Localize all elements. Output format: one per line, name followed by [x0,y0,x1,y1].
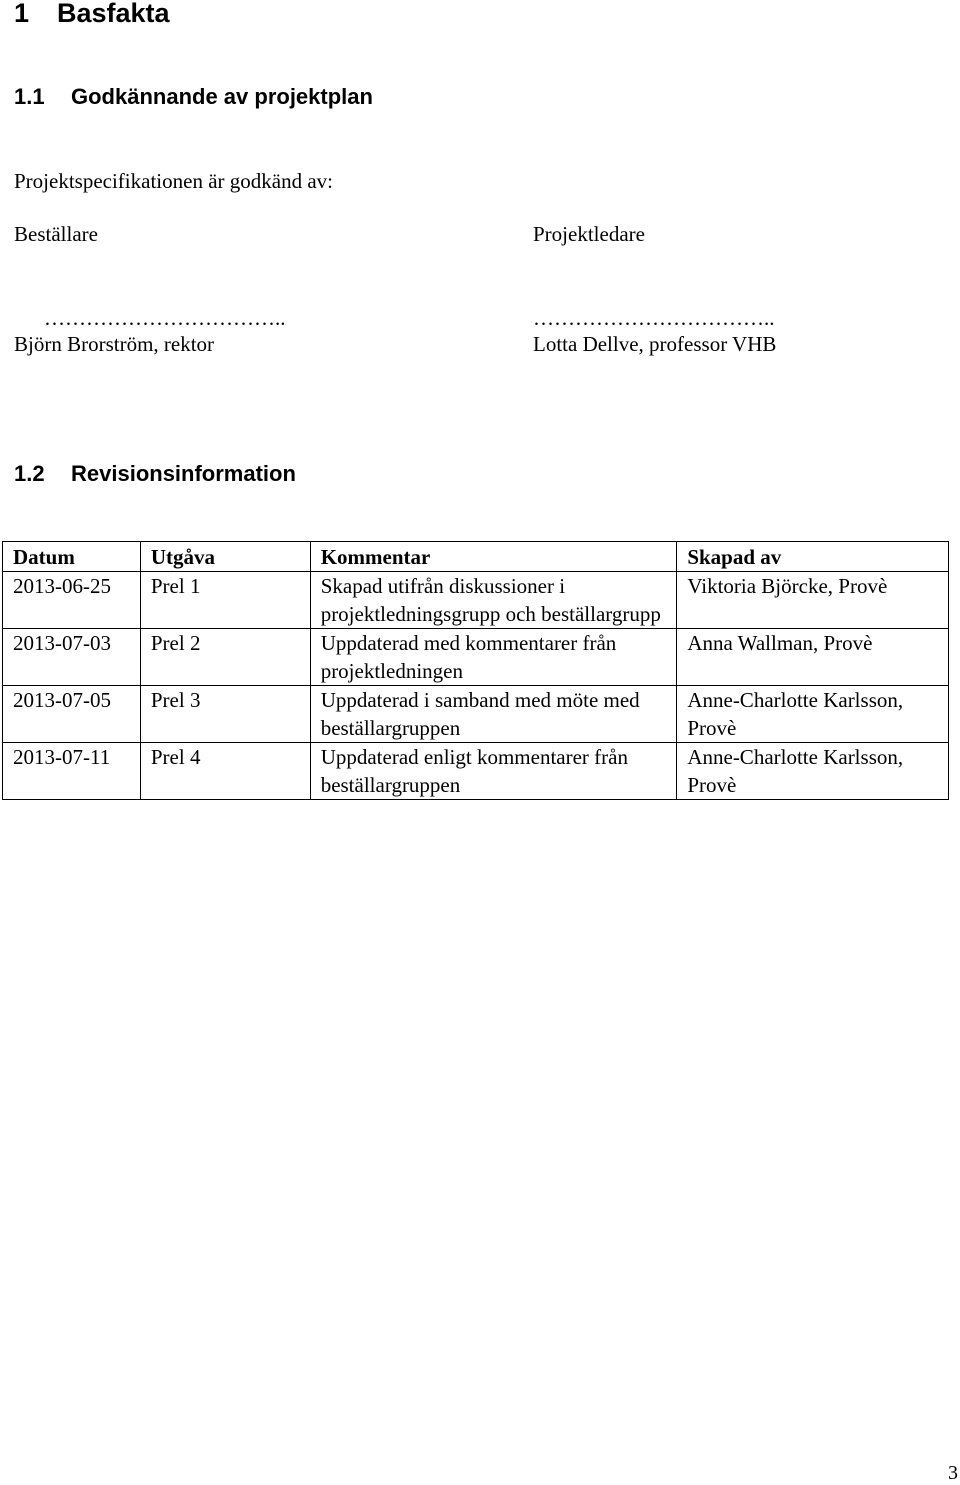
column-header-comment: Kommentar [310,542,677,572]
column-header-version: Utgåva [140,542,310,572]
cell-date: 2013-06-25 [3,572,141,629]
subsection-heading-approval [14,84,373,110]
section-heading [14,0,170,29]
page-number: 3 [948,1462,958,1484]
section-number: 1 [14,0,30,28]
cell-comment: Uppdaterad med kommentarer från projektledningen [310,629,677,686]
table-row [3,629,949,686]
subsection-title: Revisionsinformation [71,461,296,486]
subsection-number: 1.1 [14,84,45,109]
cell-comment: Uppdaterad i samband med möte med beställargruppen [310,686,677,743]
column-header-created-by: Skapad av [677,542,949,572]
subsection-title: Godkännande av projektplan [71,84,373,109]
signature-line-project-manager: …………………………….. [533,306,775,330]
cell-version: Prel 4 [140,743,310,800]
cell-version: Prel 3 [140,686,310,743]
section-title: Basfakta [57,0,170,28]
table-row [3,572,949,629]
table-header-row [3,542,949,572]
cell-version: Prel 1 [140,572,310,629]
signer-name-client: Björn Brorström, rektor [14,332,215,356]
cell-version: Prel 2 [140,629,310,686]
revision-table [2,541,949,800]
role-label-client: Beställare [14,222,98,246]
signature-line-client: …………………………….. [44,306,286,330]
role-label-project-manager: Projektledare [533,222,645,246]
table-row [3,743,949,800]
cell-date: 2013-07-11 [3,743,141,800]
signer-name-project-manager: Lotta Dellve, professor VHB [533,332,777,356]
cell-date: 2013-07-05 [3,686,141,743]
approval-intro: Projektspecifikationen är godkänd av: [14,169,333,193]
cell-created-by: Anne-Charlotte Karlsson, Provè [677,743,949,800]
cell-created-by: Anna Wallman, Provè [677,629,949,686]
cell-comment: Uppdaterad enligt kommentarer från beställargruppen [310,743,677,800]
cell-created-by: Viktoria Björcke, Provè [677,572,949,629]
subsection-heading-revision [14,461,296,487]
cell-date: 2013-07-03 [3,629,141,686]
table-row [3,686,949,743]
column-header-date: Datum [3,542,141,572]
cell-comment: Skapad utifrån diskussioner i projektledningsgrupp och beställargrupp [310,572,677,629]
subsection-number: 1.2 [14,461,45,486]
cell-created-by: Anne-Charlotte Karlsson, Provè [677,686,949,743]
